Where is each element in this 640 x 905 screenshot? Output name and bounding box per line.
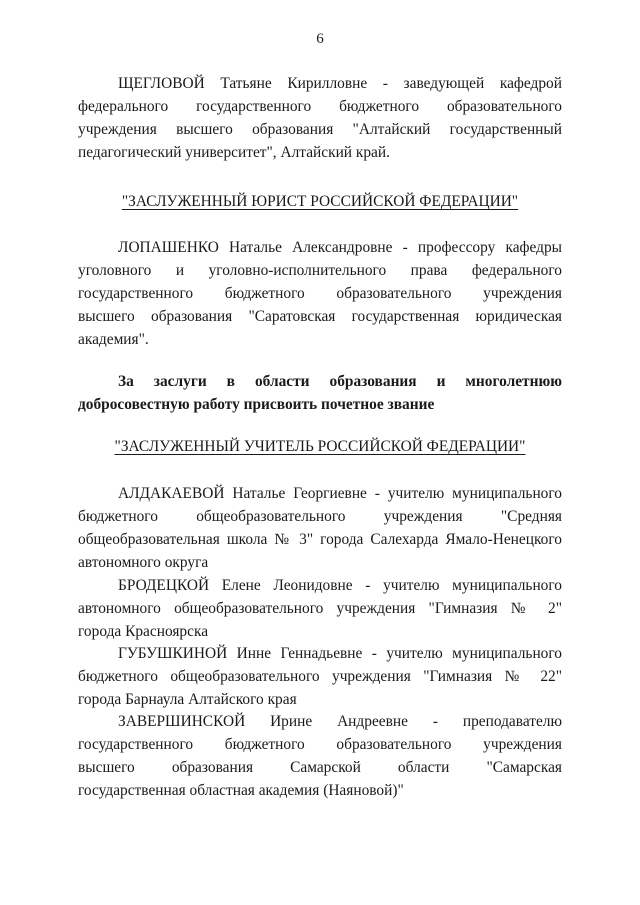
text-line: государственного бюджетного образовательного учреждения <box>78 285 562 302</box>
text-line: бюджетного общеобразовательного учреждения "Гимназия № 22" <box>78 668 562 685</box>
text-line: государственная областная академия (Наяновой)" <box>78 782 404 799</box>
text-line: ЗАВЕРШИНСКОЙ Ирине Андреевне - преподавателю <box>118 713 562 730</box>
text-line: За заслуги в области образования и многолетнюю <box>118 373 562 390</box>
text-line: ЛОПАШЕНКО Наталье Александровне - профессору кафедры <box>118 239 562 256</box>
text-line: ГУБУШКИНОЙ Инне Геннадьевне - учителю муниципального <box>118 645 562 662</box>
text-line: высшего образования Самарской области "Самарская <box>78 759 562 776</box>
text-line: общеобразовательная школа № 3" города Салехарда Ямало-Ненецкого <box>78 531 562 548</box>
page-number: 6 <box>316 31 324 47</box>
text-line: города Красноярска <box>78 623 209 640</box>
text-line: бюджетного общеобразовательного учреждения "Средняя <box>78 508 562 525</box>
award-entry-gubushkina <box>78 642 562 711</box>
text-line: уголовного и уголовно-исполнительного права федерального <box>78 262 562 279</box>
award-entry-shchеglova <box>78 72 562 164</box>
text-line: учреждения высшего образования "Алтайский государственный <box>78 121 562 138</box>
award-title-text: "ЗАСЛУЖЕННЫЙ ЮРИСТ РОССИЙСКОЙ ФЕДЕРАЦИИ" <box>121 193 519 210</box>
text-line: федерального государственного бюджетного образовательного <box>78 98 562 115</box>
text-line: добросовестную работу присвоить почетное звание <box>78 396 435 413</box>
award-title-text: "ЗАСЛУЖЕННЫЙ УЧИТЕЛЬ РОССИЙСКОЙ ФЕДЕРАЦИИ" <box>114 438 526 455</box>
text-line: БРОДЕЦКОЙ Елене Леонидовне - учителю муниципального <box>118 577 562 594</box>
text-line: академия". <box>78 331 149 348</box>
text-line: государственного бюджетного образовательного учреждения <box>78 736 562 753</box>
award-entry-lopashenko <box>78 236 562 351</box>
text-line: педагогический университет", Алтайский край. <box>78 144 390 161</box>
text-line: высшего образования "Саратовская государственная юридическая <box>78 308 562 325</box>
award-entry-zavershinskaya <box>78 710 562 802</box>
award-title-lawyer <box>0 190 640 213</box>
text-line: автономного общеобразовательного учреждения "Гимназия № 2" <box>78 600 562 617</box>
award-entry-aldakaeva <box>78 482 562 574</box>
award-entry-brodetskaya <box>78 574 562 643</box>
decree-paragraph <box>78 370 562 416</box>
award-title-teacher <box>0 435 640 458</box>
text-line: АЛДАКАЕВОЙ Наталье Георгиевне - учителю муниципального <box>118 485 562 502</box>
text-line: города Барнаула Алтайского края <box>78 691 297 708</box>
text-line: автономного округа <box>78 554 209 571</box>
text-line: ЩЕГЛОВОЙ Татьяне Кирилловне - заведующей кафедрой <box>118 75 562 92</box>
